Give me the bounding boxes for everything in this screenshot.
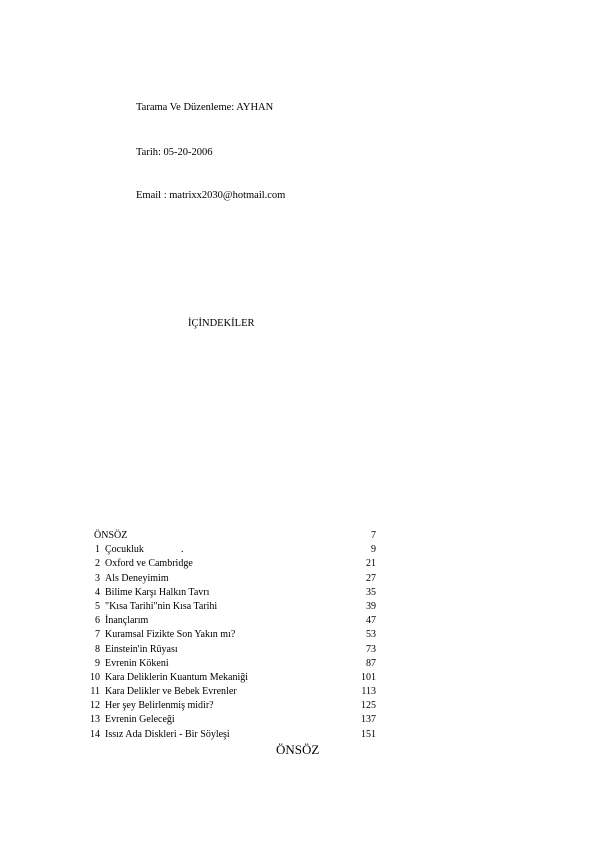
toc-entry-page: 35 xyxy=(366,586,376,598)
toc-entry-number: 14 xyxy=(90,728,100,740)
toc-entry-4 xyxy=(86,586,376,600)
toc-entry-number: 4 xyxy=(95,586,100,598)
toc-entry-title: Kara Delikler ve Bebek Evrenler xyxy=(105,686,237,698)
toc-entry-number: 10 xyxy=(90,671,100,683)
toc-entry-9 xyxy=(86,657,376,671)
toc-entry-page: 87 xyxy=(366,657,376,669)
toc-entry-page: 113 xyxy=(361,686,376,698)
toc-entry-page: 47 xyxy=(366,615,376,627)
toc-entry-page: 73 xyxy=(366,643,376,655)
toc-entry-13 xyxy=(86,713,376,727)
toc-entry-number: 11 xyxy=(90,686,100,698)
toc-entry-number: 5 xyxy=(95,600,100,612)
contact-email: Email : matrixx2030@hotmail.com xyxy=(136,190,286,201)
section-heading: ÖNSÖZ xyxy=(276,742,320,757)
toc-entry-title: Her şey Belirlenmiş midir? xyxy=(105,700,214,712)
toc-entry-number: 1 xyxy=(95,544,100,556)
toc-entry-title: Oxford ve Cambridge xyxy=(105,558,193,570)
toc-entry-6 xyxy=(86,614,376,628)
toc-entry-page: 101 xyxy=(361,671,376,683)
stray-dot: . xyxy=(181,544,184,556)
scan-credit: Tarama Ve Düzenleme: AYHAN xyxy=(136,102,274,113)
toc-entry-page: 21 xyxy=(366,558,376,570)
toc-entry-2 xyxy=(86,557,376,571)
table-of-contents xyxy=(86,529,376,742)
toc-entry-title: Als Deneyimim xyxy=(105,572,169,584)
toc-entry-title: ÖNSÖZ xyxy=(94,530,128,541)
toc-entry-title: Kara Deliklerin Kuantum Mekaniği xyxy=(105,671,249,683)
toc-entry-page: 27 xyxy=(366,572,376,584)
toc-entry-number: 6 xyxy=(95,615,100,627)
toc-entry-title: Evrenin Geleceği xyxy=(105,714,175,726)
toc-entry-title: İnançlarım xyxy=(105,615,149,627)
scan-date: Tarih: 05-20-2006 xyxy=(136,147,213,158)
toc-entry-page: 53 xyxy=(366,629,376,641)
toc-entry-number: 9 xyxy=(95,657,100,669)
toc-entry-11 xyxy=(86,685,376,699)
toc-entry-title: Çocukluk xyxy=(105,544,144,556)
toc-entry-1 xyxy=(86,543,376,557)
toc-entry-title: Kuramsal Fizikte Son Yakın mı? xyxy=(105,629,236,641)
toc-entry-number: 12 xyxy=(90,700,100,712)
toc-entry-title: "Kısa Tarihi"nin Kısa Tarihi xyxy=(105,600,218,612)
toc-entry-onsoz xyxy=(86,529,376,543)
toc-entry-14 xyxy=(86,728,376,742)
toc-entry-page: 125 xyxy=(361,700,376,712)
toc-entry-title: Evrenin Kökeni xyxy=(105,657,169,669)
toc-entry-title: Einstein'in Rüyası xyxy=(105,643,178,655)
toc-entry-number: 2 xyxy=(95,558,100,570)
toc-entry-page: 151 xyxy=(361,728,376,740)
toc-entry-number: 13 xyxy=(90,714,100,726)
toc-entry-12 xyxy=(86,699,376,713)
toc-entry-page: 39 xyxy=(366,600,376,612)
toc-entry-10 xyxy=(86,671,376,685)
toc-entry-number: 8 xyxy=(95,643,100,655)
toc-entry-page: 137 xyxy=(361,714,376,726)
toc-entry-8 xyxy=(86,643,376,657)
toc-entry-page: 7 xyxy=(371,530,376,541)
toc-entry-3 xyxy=(86,572,376,586)
toc-heading: İÇİNDEKİLER xyxy=(188,318,255,329)
toc-entry-5 xyxy=(86,600,376,614)
toc-entry-number: 7 xyxy=(95,629,100,641)
toc-entry-number: 3 xyxy=(95,572,100,584)
toc-entry-title: Bilime Karşı Halkın Tavrı xyxy=(105,586,210,598)
toc-entry-title: Issız Ada Diskleri - Bir Söyleşi xyxy=(105,728,230,740)
toc-entry-7 xyxy=(86,628,376,642)
toc-entry-page: 9 xyxy=(371,544,376,556)
